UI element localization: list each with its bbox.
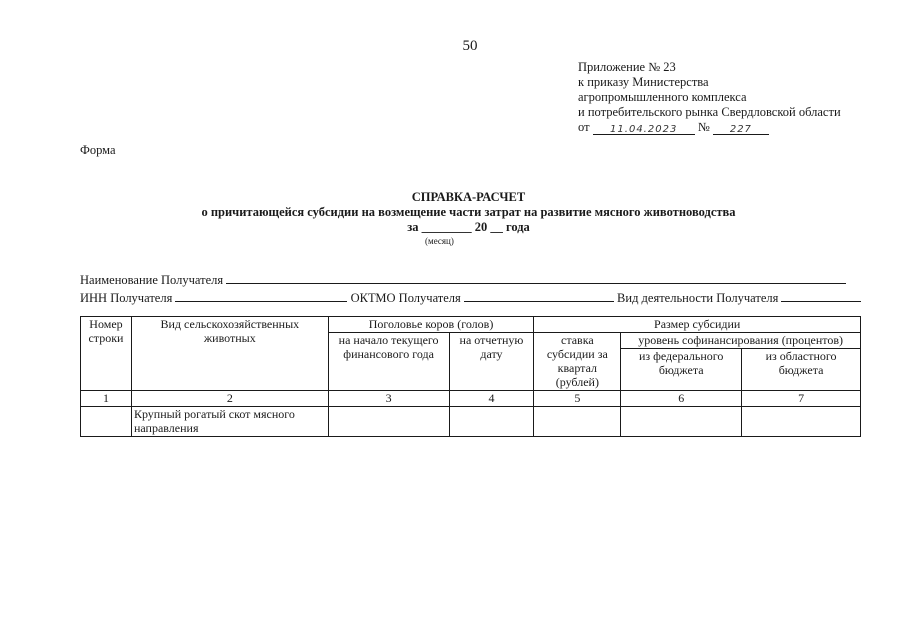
- oktmo-label: ОКТМО Получателя: [350, 291, 461, 305]
- header-regional: из областного бюджета: [742, 349, 861, 391]
- number-label: №: [697, 120, 710, 134]
- header-row-number: Номер строки: [81, 317, 132, 391]
- cell-cows-start[interactable]: [328, 407, 449, 437]
- cell-regional[interactable]: [742, 407, 861, 437]
- document-period: за ________ 20 __ года: [407, 220, 530, 234]
- column-number: 4: [449, 391, 534, 407]
- inn-label: ИНН Получателя: [80, 291, 173, 305]
- order-number-handwritten: 227: [729, 124, 752, 135]
- cell-cows-report[interactable]: [449, 407, 534, 437]
- header-rate: ставка субсидии за квартал (рублей): [534, 333, 621, 391]
- calculation-table: [80, 316, 861, 437]
- appendix-line: к приказу Министерства: [578, 75, 709, 89]
- document-subtitle: о причитающейся субсидии на возмещение части затрат на развитие мясного животноводства: [201, 205, 736, 219]
- order-number-field: [713, 121, 769, 135]
- appendix-line: агропромышленного комплекса: [578, 90, 747, 104]
- header-animal-type: Вид сельскохозяйственных животных: [131, 317, 328, 391]
- oktmo-field[interactable]: [464, 290, 614, 302]
- cell-federal[interactable]: [621, 407, 742, 437]
- appendix-line: Приложение № 23: [578, 60, 676, 74]
- page-number: 50: [462, 38, 478, 54]
- column-number: 6: [621, 391, 742, 407]
- inn-field[interactable]: [175, 290, 347, 302]
- column-number: 1: [81, 391, 132, 407]
- recipient-name-label: Наименование Получателя: [80, 273, 224, 287]
- appendix-line: и потребительского рынка Свердловской области: [578, 105, 841, 119]
- appendix-block: [578, 60, 841, 135]
- column-number: 5: [534, 391, 621, 407]
- column-number: 2: [131, 391, 328, 407]
- activity-field[interactable]: [781, 290, 861, 302]
- month-note: (месяц): [425, 236, 454, 246]
- activity-label: Вид деятельности Получателя: [617, 291, 779, 305]
- order-date-handwritten: 11.04.2023: [610, 124, 678, 135]
- form-label: Форма: [80, 143, 116, 157]
- recipient-name-row: [80, 272, 846, 288]
- appendix-date-line: [578, 120, 841, 135]
- from-label: от: [578, 120, 590, 134]
- cell-animal-type: Крупный рогатый скот мясного направления: [131, 407, 328, 437]
- recipient-name-field[interactable]: [226, 272, 846, 284]
- header-federal: из федерального бюджета: [621, 349, 742, 391]
- header-cows-report: на отчетную дату: [449, 333, 534, 391]
- document-title: СПРАВКА-РАСЧЕТ: [411, 190, 526, 204]
- header-subsidy-group: Размер субсидии: [534, 317, 861, 333]
- column-number: 3: [328, 391, 449, 407]
- cell-row-number[interactable]: [81, 407, 132, 437]
- order-date-field: [593, 121, 695, 135]
- header-cows-group: Поголовье коров (голов): [328, 317, 534, 333]
- table-row: [81, 407, 861, 437]
- column-number: 7: [742, 391, 861, 407]
- cell-rate[interactable]: [534, 407, 621, 437]
- recipient-ids-row: [80, 290, 861, 306]
- header-cofinancing-group: уровень софинансирования (процентов): [621, 333, 861, 349]
- header-cows-start: на начало текущего финансового года: [328, 333, 449, 391]
